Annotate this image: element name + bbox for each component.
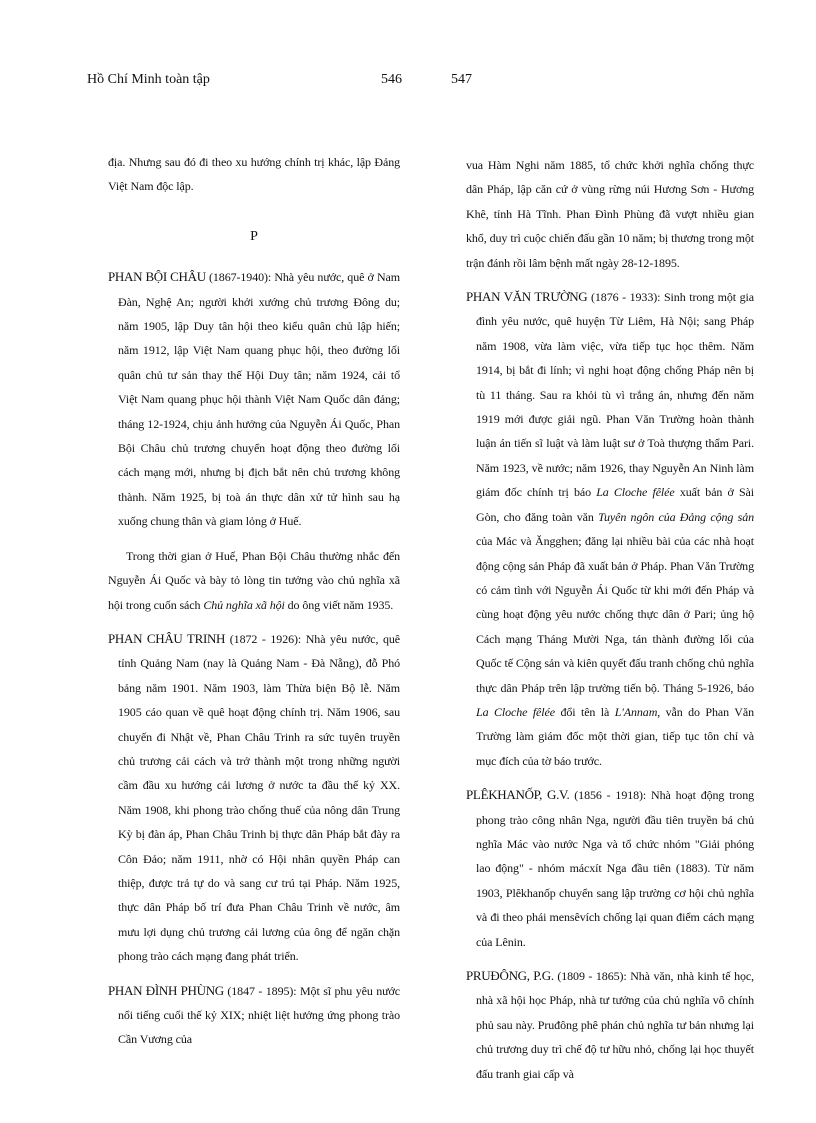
entry-prudong	[466, 964, 754, 1086]
entry-text: của Mác và Ăngghen; đăng lại nhiều bài của các nhà hoạt động cộng sản Pháp đã xuất bản ở Pháp. Phan Văn Trường có cảm tình với Nguyễn Ái Quốc từ khi mới đến Pháp và cùng hoạt động yêu nước chống thực dân ở Pari; ủng hộ Cách mạng Tháng Mười Nga, tán thành đường lối của Quốc tế Cộng sản và kiên quyết đấu tranh chống chủ nghĩa thực dân Pháp trên lập trường tiến bộ. Tháng 5-1926, báo	[476, 534, 754, 695]
entry-heading: PHAN BỘI CHÂU	[108, 269, 206, 285]
entry-text: xuất bản ở Sài Gòn, cho đăng toàn văn	[476, 485, 755, 524]
page-number-right: 547	[451, 72, 472, 87]
newspaper-title: L'Annam	[614, 704, 658, 719]
left-page-column	[108, 150, 400, 1062]
entry-text: (1867-1940): Nhà yêu nước, quê ở Nam Đàn, Nghệ An; người khởi xướng chủ trương Đông du; năm 1905, lập Duy tân hội theo kiểu quân chủ lập hiến; năm 1912, lập Việt Nam quang phục hội, theo đường lối quân chủ tư sản thay thế Hội Duy tân; năm 1924, cải tổ Việt Nam quang phục hội thành Việt Nam Quốc dân đảng; tháng 12-1924, chịu ảnh hưởng của Nguyễn Ái Quốc, Phan Bội Châu chủ trương chuyển hoạt động theo đường lối cách mạng mới, nhưng bị địch bắt nên chủ trương không thành. Năm 1925, bị toà án thực dân xử tử hình sau hạ xuống chung thân và giam lỏng ở Huế.	[118, 270, 400, 529]
entry-text: do ông viết năm 1935.	[284, 597, 394, 612]
newspaper-title: La Cloche fêlée	[476, 704, 555, 719]
entry-heading: PHAN VĂN TRƯỜNG	[466, 289, 588, 305]
entry-phan-van-truong	[466, 285, 754, 773]
entry-plekhanop	[466, 783, 754, 954]
book-title: Chủ nghĩa xã hội	[203, 597, 285, 612]
entry-heading: PHAN CHÂU TRINH	[108, 630, 226, 646]
entry-heading: PRUĐÔNG, P.G.	[466, 968, 554, 983]
entry-text: Trong thời gian ở Huế, Phan Bội Châu thường nhắc đến Nguyễn Ái Quốc và bày tỏ lòng tin tưởng vào chủ nghĩa xã hội trong cuốn sách	[108, 548, 400, 612]
entry-text: (1876 - 1933): Sinh trong một gia đình yêu nước, quê huyện Từ Liêm, Hà Nội; sang Pháp năm 1908, vừa làm việc, vừa tiếp tục học thêm. Năm 1914, bị bắt đi lính; vì nghi hoạt động chống Pháp nên bị tù 11 tháng. Sau ra khỏi tù vì trắng án, nhưng đến năm 1919 mới được giải ngũ. Phan Văn Trường hoàn thành luận án tiến sĩ luật và làm luật sư ở Toà thượng thẩm Pari. Năm 1923, về nước; năm 1926, thay Nguyễn An Ninh làm giám đốc chính trị báo	[476, 290, 754, 500]
entry-phan-dinh-phung	[108, 979, 400, 1052]
entry-text: , vẫn do Phan Văn Trường làm giám đốc một thời gian, tiếp tục tôn chỉ và mục đích của tờ báo trước.	[476, 704, 754, 768]
continued-paragraph: địa. Nhưng sau đó đi theo xu hướng chính trị khác, lập Đảng Việt Nam độc lập.	[108, 155, 400, 194]
entry-heading: PLÊKHANỐP, G.V.	[466, 787, 570, 803]
right-page-column	[466, 153, 754, 1096]
entry-text: (1809 - 1865): Nhà văn, nhà kinh tế học, nhà xã hội học Pháp, nhà tư tưởng của chủ nghĩa vô chính phủ sau này. Pruđông phê phán chủ nghĩa tư bản nhưng lại chủ trương duy trì chế độ tư hữu nhỏ, chống lại học thuyết đấu tranh giai cấp và	[476, 969, 755, 1081]
entry-paragraph	[108, 544, 400, 617]
continued-paragraph: vua Hàm Nghi năm 1885, tổ chức khởi nghĩa chống thực dân Pháp, lập căn cứ ở vùng rừng núi Hương Sơn - Hương Khê, tỉnh Hà Tĩnh. Phan Đình Phùng đã vượt nhiều gian khổ, duy trì cuộc chiến đấu gần 10 năm; bị thương trong một trận đánh rồi lâm bệnh mất ngày 28-12-1895.	[466, 158, 754, 270]
entry-text: đổi tên là	[554, 704, 615, 719]
entry-text: (1872 - 1926): Nhà yêu nước, quê tỉnh Quảng Nam (nay là Quảng Nam - Đà Nẵng), đỗ Phó bảng năm 1901. Năm 1903, làm Thừa biện Bộ lễ. Năm 1905 cáo quan về quê hoạt động chính trị. Năm 1906, sau chuyến đi Nhật về, Phan Châu Trinh ra sức tuyên truyền chủ trương cải cách và trở thành một trong những người cầm đầu xu hướng cải lương ở nước ta đầu thế kỷ XX. Năm 1908, khi phong trào chống thuế của nông dân Trung Kỳ bị đàn áp, Phan Châu Trinh bị thực dân Pháp bắt đày ra Côn Đảo; năm 1911, nhờ có Hội nhân quyền Pháp can thiệp, được trả tự do và sang cư trú tại Pháp. Năm 1925, thực dân Pháp bố trí đưa Phan Châu Trinh về nước, âm mưu lợi dụng chủ trương cải lương của ông để ngăn chặn phong trào cách mạng đang phát triển.	[118, 631, 401, 964]
entry-heading: PHAN ĐÌNH PHÙNG	[108, 982, 224, 998]
running-header-title: Hồ Chí Minh toàn tập	[87, 72, 210, 87]
section-letter: P	[250, 228, 258, 244]
page-number-left: 546	[381, 72, 402, 87]
entry-text: (1847 - 1895): Một sĩ phu yêu nước nổi tiếng cuối thế kỷ XIX; nhiệt liệt hưởng ứng phong trào Cần Vương của	[118, 983, 400, 1047]
entry-phan-chau-trinh	[108, 627, 400, 969]
entry-text: (1856 - 1918): Nhà hoạt động trong phong trào công nhân Nga, người đầu tiên truyền bá chủ nghĩa Mác vào nước Nga và tổ chức nhóm "Giải phóng lao động" - nhóm mácxít Nga đầu tiên (1883). Từ năm 1903, Plêkhanốp chuyển sang lập trường cơ hội chủ nghĩa và đi theo phái mensêvích chống lại quan điểm cách mạng của Lênin.	[476, 788, 754, 949]
book-title: Tuyên ngôn của Đảng cộng sản	[598, 509, 754, 524]
entry-phan-boi-chau	[108, 265, 400, 533]
newspaper-title: La Cloche fêlée	[596, 485, 675, 500]
